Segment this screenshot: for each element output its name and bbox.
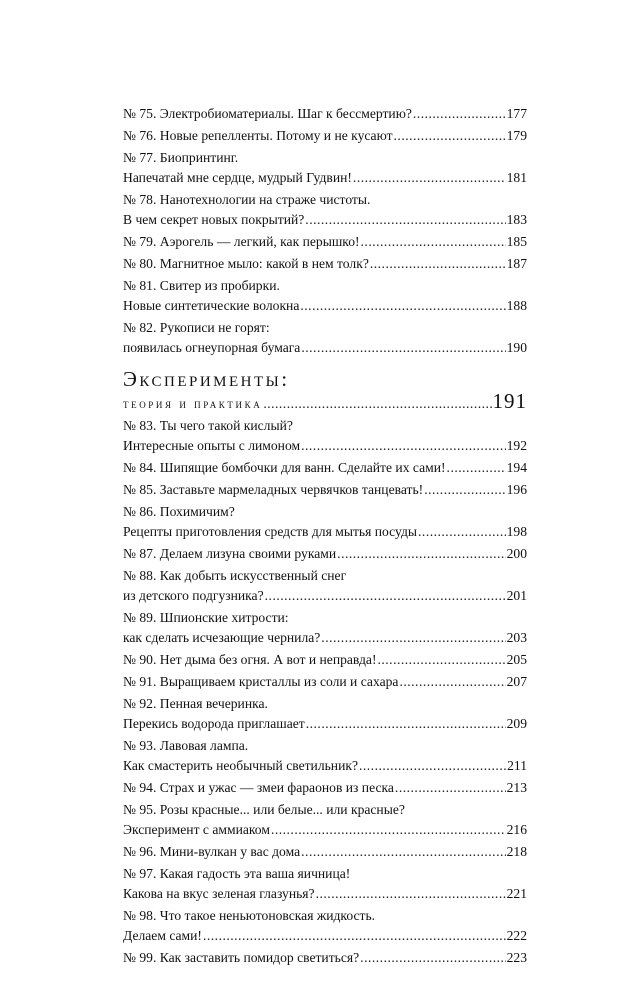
toc-entry-line xyxy=(123,296,527,316)
leader-dots xyxy=(265,586,506,606)
toc-entry-line xyxy=(123,104,527,124)
toc-entry-line xyxy=(123,926,527,946)
toc-entry-line xyxy=(123,190,527,210)
section-subtitle-line xyxy=(123,391,527,414)
toc-entry-line xyxy=(123,650,527,670)
toc-entry-title: № 95. Розы красные... или белые... или красные? xyxy=(123,802,405,817)
toc-entry-line xyxy=(123,338,527,358)
leader-dots xyxy=(418,522,506,542)
toc-entry-line xyxy=(123,672,527,692)
toc-entry-title: № 85. Заставьте мармеладных червячков танцевать! xyxy=(123,482,424,497)
toc-entry-title: № 83. Ты чего такой кислый? xyxy=(123,418,293,433)
toc-entry-title: Перекись водорода приглашает xyxy=(123,716,305,731)
toc-entry-line xyxy=(123,254,527,274)
table-of-contents xyxy=(123,104,527,970)
toc-entry xyxy=(123,104,527,124)
toc-entry-line xyxy=(123,318,527,338)
toc-entry-line xyxy=(123,480,527,500)
toc-entry-title: Рецепты приготовления средств для мытья посуды xyxy=(123,524,418,539)
toc-page-number: 203 xyxy=(506,630,527,645)
toc-page-number: 221 xyxy=(506,886,527,901)
toc-entry-line xyxy=(123,416,527,436)
toc-entry xyxy=(123,502,527,542)
toc-entry-line xyxy=(123,736,527,756)
toc-page-number: 177 xyxy=(506,106,527,121)
toc-entry-line xyxy=(123,148,527,168)
toc-page-number: 194 xyxy=(506,460,527,475)
toc-entry-title: № 87. Делаем лизуна своими руками xyxy=(123,546,337,561)
toc-entry-title: № 77. Биопринтинг. xyxy=(123,150,239,165)
toc-entry-line xyxy=(123,948,527,968)
toc-page-number: 205 xyxy=(506,652,527,667)
toc-page-number: 181 xyxy=(506,170,527,185)
leader-dots xyxy=(399,672,505,692)
toc-entry xyxy=(123,126,527,146)
toc-entry-title: № 98. Что такое неньютоновская жидкость. xyxy=(123,908,376,923)
leader-dots xyxy=(337,544,505,564)
toc-page-number: 192 xyxy=(506,438,527,453)
toc-entry-line xyxy=(123,778,527,798)
leader-dots xyxy=(370,254,506,274)
toc-list-top xyxy=(123,104,527,358)
toc-entry-title: В чем секрет новых покрытий? xyxy=(123,212,305,227)
leader-dots xyxy=(301,338,505,358)
toc-entry-title: № 99. Как заставить помидор светиться? xyxy=(123,950,360,965)
toc-entry-title: появилась огнеупорная бумага xyxy=(123,340,301,355)
toc-page-number: 185 xyxy=(506,234,527,249)
toc-entry-line xyxy=(123,458,527,478)
toc-entry-line xyxy=(123,502,527,522)
toc-entry xyxy=(123,778,527,798)
toc-page-number: 190 xyxy=(506,340,527,355)
toc-entry-line xyxy=(123,168,527,188)
toc-page-number: 209 xyxy=(506,716,527,731)
toc-entry-title: № 91. Выращиваем кристаллы из соли и сахара xyxy=(123,674,399,689)
toc-entry xyxy=(123,232,527,252)
toc-entry-line xyxy=(123,820,527,840)
toc-entry-title: Какова на вкус зеленая глазунья? xyxy=(123,886,315,901)
toc-entry xyxy=(123,672,527,692)
leader-dots xyxy=(394,126,506,146)
leader-dots xyxy=(301,436,506,456)
toc-entry-title: Эксперимент с аммиаком xyxy=(123,822,270,837)
section-subtitle: теория и практика xyxy=(123,397,263,411)
toc-entry xyxy=(123,544,527,564)
toc-entry xyxy=(123,948,527,968)
toc-entry-title: № 86. Похимичим? xyxy=(123,504,235,519)
toc-entry-title: № 92. Пенная вечеринка. xyxy=(123,696,268,711)
toc-entry xyxy=(123,864,527,904)
toc-entry xyxy=(123,480,527,500)
leader-dots xyxy=(395,778,506,798)
toc-entry-title: Интересные опыты с лимоном xyxy=(123,438,301,453)
toc-entry xyxy=(123,566,527,606)
section-heading xyxy=(123,367,527,414)
toc-page-number: 200 xyxy=(506,546,527,561)
leader-dots xyxy=(306,714,506,734)
toc-entry-line xyxy=(123,586,527,606)
leader-dots xyxy=(424,480,505,500)
toc-entry xyxy=(123,650,527,670)
toc-entry xyxy=(123,276,527,316)
toc-entry-line xyxy=(123,210,527,230)
toc-entry-title: № 76. Новые репелленты. Потому и не кусают xyxy=(123,128,393,143)
leader-dots xyxy=(300,296,505,316)
toc-entry-title: из детского подгузника? xyxy=(123,588,264,603)
toc-entry-title: № 94. Страх и ужас — змеи фараонов из песка xyxy=(123,780,394,795)
toc-entry xyxy=(123,842,527,862)
toc-page-number: 218 xyxy=(506,844,527,859)
toc-page-number: 213 xyxy=(506,780,527,795)
toc-entry-line xyxy=(123,756,527,776)
toc-page-number: 222 xyxy=(506,928,527,943)
leader-dots xyxy=(413,104,506,124)
toc-entry-line xyxy=(123,608,527,628)
leader-dots xyxy=(203,926,506,946)
leader-dots xyxy=(316,884,506,904)
toc-page-number: 216 xyxy=(506,822,527,837)
toc-entry xyxy=(123,416,527,456)
toc-entry-title: № 93. Лавовая лампа. xyxy=(123,738,249,753)
toc-list-bottom xyxy=(123,416,527,968)
toc-page-number: 196 xyxy=(506,482,527,497)
leader-dots xyxy=(301,842,505,862)
toc-entry-line xyxy=(123,714,527,734)
toc-entry-line xyxy=(123,884,527,904)
toc-entry xyxy=(123,608,527,648)
toc-entry-title: как сделать исчезающие чернила? xyxy=(123,630,321,645)
toc-entry-line xyxy=(123,800,527,820)
toc-entry-title: № 81. Свитер из пробирки. xyxy=(123,278,280,293)
toc-entry-title: № 97. Какая гадость эта ваша яичница! xyxy=(123,866,351,881)
leader-dots xyxy=(359,756,506,776)
toc-entry-line xyxy=(123,126,527,146)
toc-entry-line xyxy=(123,436,527,456)
toc-page-number: 187 xyxy=(506,256,527,271)
leader-dots xyxy=(321,628,505,648)
toc-entry xyxy=(123,736,527,776)
leader-dots xyxy=(360,948,505,968)
toc-entry-title: № 82. Рукописи не горят: xyxy=(123,320,270,335)
toc-page-number: 198 xyxy=(506,524,527,539)
toc-entry-line xyxy=(123,276,527,296)
toc-entry-title: Новые синтетические волокна xyxy=(123,298,300,313)
toc-entry-title: № 96. Мини-вулкан у вас дома xyxy=(123,844,301,859)
toc-entry xyxy=(123,694,527,734)
toc-entry-line xyxy=(123,694,527,714)
toc-entry-title: № 88. Как добыть искусственный снег xyxy=(123,568,347,583)
toc-entry-title: Делаем сами! xyxy=(123,928,202,943)
toc-entry-title: № 90. Нет дыма без огня. А вот и неправда! xyxy=(123,652,377,667)
toc-entry-line xyxy=(123,566,527,586)
toc-entry xyxy=(123,254,527,274)
toc-page-number: 223 xyxy=(506,950,527,965)
leader-dots xyxy=(263,394,491,414)
toc-entry-line xyxy=(123,522,527,542)
toc-entry-line xyxy=(123,842,527,862)
toc-entry xyxy=(123,458,527,478)
section-page-number: 191 xyxy=(492,389,527,413)
toc-entry-title: № 80. Магнитное мыло: какой в нем толк? xyxy=(123,256,369,271)
toc-entry-title: № 79. Аэрогель — легкий, как перышко! xyxy=(123,234,360,249)
toc-page-number: 201 xyxy=(506,588,527,603)
toc-entry-title: № 84. Шипящие бомбочки для ванн. Сделайте их сами! xyxy=(123,460,446,475)
toc-page-number: 211 xyxy=(507,758,527,773)
toc-entry xyxy=(123,906,527,946)
toc-entry-title: Как смастерить необычный светильник? xyxy=(123,758,358,773)
leader-dots xyxy=(361,232,506,252)
toc-entry-line xyxy=(123,864,527,884)
leader-dots xyxy=(353,168,506,188)
toc-page-number: 183 xyxy=(506,212,527,227)
toc-page-number: 179 xyxy=(506,128,527,143)
toc-entry-title: № 78. Нанотехнологии на страже чистоты. xyxy=(123,192,371,207)
toc-entry-line xyxy=(123,544,527,564)
leader-dots xyxy=(377,650,505,670)
toc-entry-line xyxy=(123,232,527,252)
leader-dots xyxy=(447,458,506,478)
section-title: Эксперименты: xyxy=(123,367,290,391)
toc-entry xyxy=(123,318,527,358)
toc-entry-title: № 89. Шпионские хитрости: xyxy=(123,610,289,625)
leader-dots xyxy=(305,210,505,230)
toc-entry xyxy=(123,148,527,188)
toc-entry xyxy=(123,190,527,230)
toc-entry-title: № 75. Электробиоматериалы. Шаг к бессмертию? xyxy=(123,106,412,121)
toc-entry-line xyxy=(123,628,527,648)
toc-entry-title: Напечатай мне сердце, мудрый Гудвин! xyxy=(123,170,352,185)
leader-dots xyxy=(271,820,506,840)
toc-entry-line xyxy=(123,906,527,926)
toc-entry xyxy=(123,800,527,840)
toc-page-number: 188 xyxy=(506,298,527,313)
toc-page-number: 207 xyxy=(506,674,527,689)
